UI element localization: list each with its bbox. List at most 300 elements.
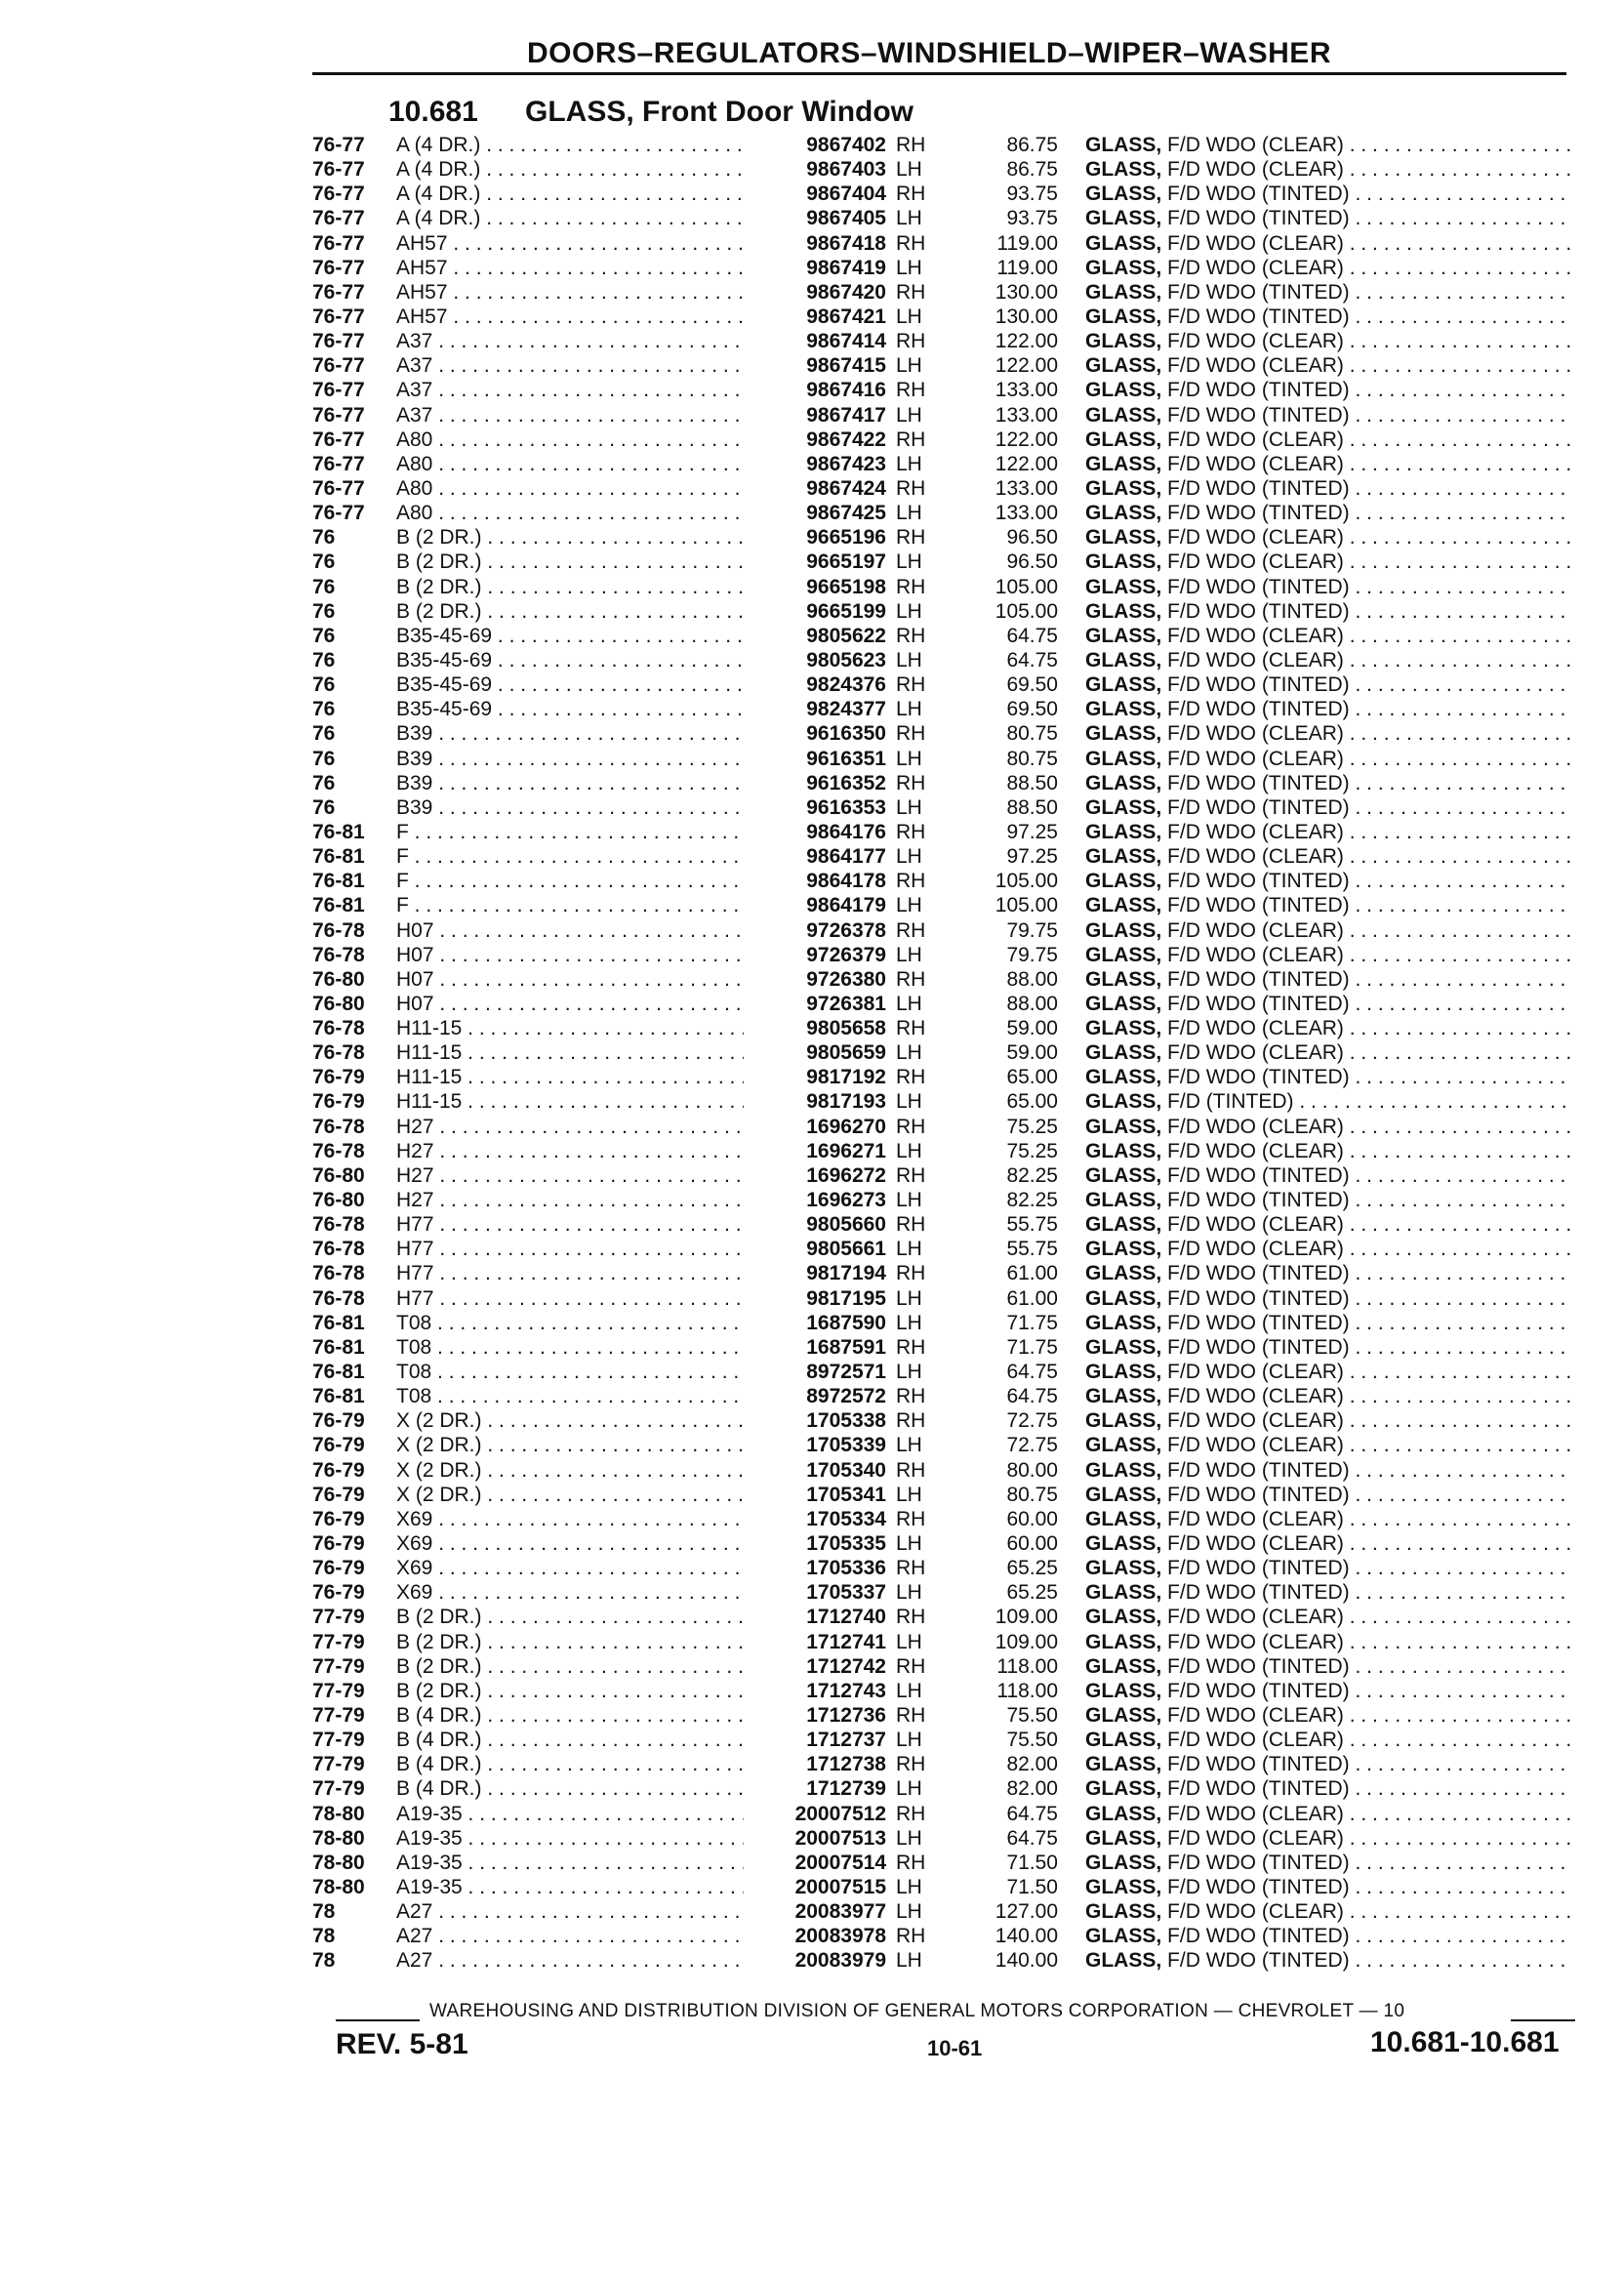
- description-text: F/D WDO (TINTED): [1167, 771, 1350, 794]
- list-item: [0, 893, 1624, 917]
- price-cell: 75.50: [1006, 1704, 1058, 1727]
- description-text: F/D WDO (CLEAR): [1167, 1802, 1344, 1825]
- side-cell: LH: [896, 207, 922, 230]
- year-cell: 76-79: [312, 1066, 365, 1089]
- side-cell: LH: [896, 1483, 922, 1506]
- year-cell: 76-77: [312, 476, 365, 500]
- side-cell: LH: [896, 1041, 922, 1065]
- part-number-cell: 9817195: [806, 1286, 886, 1310]
- description-text: F/D WDO (CLEAR): [1167, 1606, 1344, 1629]
- description-keyword: GLASS,: [1085, 1483, 1162, 1506]
- description-keyword: GLASS,: [1085, 1654, 1162, 1678]
- part-number-cell: 1712743: [806, 1679, 886, 1702]
- year-cell: 77-79: [312, 1630, 365, 1653]
- description-keyword: GLASS,: [1085, 992, 1162, 1015]
- model-cell: A (4 DR.) . . .: [396, 157, 744, 182]
- description-text: F/D WDO (CLEAR): [1167, 1900, 1344, 1924]
- description-keyword: GLASS,: [1085, 526, 1162, 550]
- model-cell: B (2 DR.) . . .: [396, 575, 744, 599]
- year-cell: 76-78: [312, 1041, 365, 1065]
- list-item: [0, 1728, 1624, 1752]
- part-number-cell: 1705338: [806, 1409, 886, 1433]
- description-cell: [1085, 1728, 1573, 1752]
- side-cell: RH: [896, 476, 926, 500]
- description-text: F/D WDO (CLEAR): [1167, 845, 1344, 869]
- part-number-cell: 9805659: [806, 1041, 886, 1065]
- part-number-cell: 1712739: [806, 1777, 886, 1801]
- list-item: [0, 1531, 1624, 1556]
- model-cell: T08 . . .: [396, 1384, 744, 1408]
- part-number-cell: 1705340: [806, 1458, 886, 1482]
- description-cell: [1085, 1679, 1573, 1703]
- description-cell: [1085, 378, 1573, 402]
- title-rule: [312, 72, 1566, 75]
- price-cell: 133.00: [995, 476, 1058, 500]
- year-cell: 76-77: [312, 428, 365, 451]
- page-number: 10-61: [927, 2036, 983, 2060]
- list-item: [0, 967, 1624, 992]
- side-cell: RH: [896, 1606, 926, 1629]
- description-keyword: GLASS,: [1085, 1286, 1162, 1310]
- part-number-cell: 9616350: [806, 722, 886, 746]
- side-cell: LH: [896, 747, 922, 770]
- list-item: [0, 1776, 1624, 1801]
- description-keyword: GLASS,: [1085, 845, 1162, 869]
- price-cell: 80.75: [1006, 722, 1058, 746]
- price-cell: 88.00: [1006, 967, 1058, 991]
- description-keyword: GLASS,: [1085, 1925, 1162, 1948]
- description-keyword: GLASS,: [1085, 1753, 1162, 1776]
- price-cell: 65.25: [1006, 1557, 1058, 1580]
- description-cell: [1085, 1286, 1573, 1311]
- description-keyword: GLASS,: [1085, 550, 1162, 574]
- list-item: [0, 1360, 1624, 1384]
- year-cell: 76-77: [312, 502, 365, 525]
- description-cell: [1085, 353, 1573, 378]
- part-number-cell: 9867422: [806, 428, 886, 451]
- list-item: [0, 820, 1624, 844]
- year-cell: 76-78: [312, 1115, 365, 1138]
- description-cell: [1085, 1875, 1573, 1899]
- model-cell: A (4 DR.) . . .: [396, 206, 744, 230]
- side-cell: RH: [896, 1385, 926, 1408]
- model-cell: X (2 DR.) . . .: [396, 1433, 744, 1457]
- list-item: [0, 869, 1624, 893]
- description-text: F/D WDO (TINTED): [1167, 1654, 1350, 1678]
- part-number-cell: 1705339: [806, 1434, 886, 1457]
- footer-rule-right: [1511, 2019, 1575, 2021]
- description-cell: [1085, 1924, 1573, 1948]
- description-text: F/D WDO (CLEAR): [1167, 943, 1344, 966]
- year-cell: 76-81: [312, 1361, 365, 1384]
- description-keyword: GLASS,: [1085, 280, 1162, 304]
- description-keyword: GLASS,: [1085, 1409, 1162, 1433]
- list-item: [0, 1261, 1624, 1285]
- side-cell: RH: [896, 526, 926, 550]
- description-text: F/D WDO (TINTED): [1167, 1163, 1350, 1187]
- description-text: F/D WDO (TINTED): [1167, 599, 1350, 623]
- part-number-cell: 9864177: [806, 845, 886, 869]
- model-cell: B35-45-69 . . .: [396, 648, 744, 672]
- part-number-cell: 9616352: [806, 771, 886, 794]
- year-cell: 77-79: [312, 1729, 365, 1752]
- description-text: F/D WDO (CLEAR): [1167, 1213, 1344, 1237]
- part-number-cell: 9665197: [806, 550, 886, 574]
- model-cell: X69 . . .: [396, 1556, 744, 1580]
- description-cell: [1085, 1556, 1573, 1580]
- list-item: [0, 1237, 1624, 1261]
- model-cell: B (4 DR.) . . .: [396, 1703, 744, 1728]
- description-cell: [1085, 1040, 1573, 1065]
- model-cell: X (2 DR.) . . .: [396, 1408, 744, 1433]
- price-cell: 82.25: [1006, 1163, 1058, 1187]
- part-number-cell: 9817194: [806, 1262, 886, 1285]
- model-cell: H07 . . .: [396, 943, 744, 967]
- description-cell: [1085, 1483, 1573, 1507]
- description-text: F/D WDO (CLEAR): [1167, 1409, 1344, 1433]
- model-cell: F . . .: [396, 820, 744, 844]
- side-cell: RH: [896, 280, 926, 304]
- part-number-cell: 1687591: [806, 1335, 886, 1359]
- model-cell: H77 . . .: [396, 1237, 744, 1261]
- price-cell: 69.50: [1006, 698, 1058, 721]
- description-text: F/D WDO (CLEAR): [1167, 256, 1344, 279]
- price-cell: 93.75: [1006, 183, 1058, 206]
- list-item: [0, 280, 1624, 305]
- price-cell: 71.75: [1006, 1311, 1058, 1334]
- year-cell: 76-77: [312, 403, 365, 427]
- description-text: F/D WDO (TINTED): [1167, 992, 1350, 1015]
- year-cell: 76-79: [312, 1409, 365, 1433]
- price-cell: 118.00: [996, 1654, 1058, 1678]
- side-cell: LH: [896, 1729, 922, 1752]
- year-cell: 76-81: [312, 1385, 365, 1408]
- description-keyword: GLASS,: [1085, 502, 1162, 525]
- side-cell: RH: [896, 575, 926, 598]
- year-cell: 76: [312, 526, 336, 550]
- list-item: [0, 1040, 1624, 1065]
- model-cell: B39 . . .: [396, 771, 744, 795]
- list-item: [0, 1139, 1624, 1163]
- price-cell: 105.00: [995, 599, 1058, 623]
- list-item: [0, 1384, 1624, 1408]
- list-item: [0, 157, 1624, 182]
- list-item: [0, 1433, 1624, 1457]
- side-cell: LH: [896, 1581, 922, 1605]
- side-cell: RH: [896, 1115, 926, 1138]
- description-text: F/D WDO (TINTED): [1167, 403, 1350, 427]
- description-text: F/D WDO (TINTED): [1167, 476, 1350, 500]
- description-keyword: GLASS,: [1085, 624, 1162, 647]
- list-item: [0, 1065, 1624, 1089]
- description-keyword: GLASS,: [1085, 256, 1162, 279]
- description-text: F/D WDO (TINTED): [1167, 502, 1350, 525]
- part-number-cell: 9867415: [806, 354, 886, 378]
- price-cell: 86.75: [1006, 134, 1058, 156]
- description-keyword: GLASS,: [1085, 1335, 1162, 1359]
- description-keyword: GLASS,: [1085, 1802, 1162, 1825]
- model-cell: A37 . . .: [396, 353, 744, 378]
- price-cell: 64.75: [1006, 1361, 1058, 1384]
- section-title: GLASS, Front Door Window: [525, 96, 914, 128]
- description-keyword: GLASS,: [1085, 943, 1162, 966]
- year-cell: 76-79: [312, 1458, 365, 1482]
- description-text: F/D WDO (CLEAR): [1167, 747, 1344, 770]
- description-cell: [1085, 1188, 1573, 1212]
- part-number-cell: 8972572: [806, 1385, 886, 1408]
- description-cell: [1085, 501, 1573, 525]
- model-cell: X (2 DR.) . . .: [396, 1483, 744, 1507]
- side-cell: RH: [896, 330, 926, 353]
- description-cell: [1085, 624, 1573, 648]
- list-item: [0, 550, 1624, 574]
- part-number-cell: 20007514: [794, 1851, 886, 1874]
- description-cell: [1085, 550, 1573, 574]
- description-text: F/D WDO (TINTED): [1167, 207, 1350, 230]
- model-cell: F . . .: [396, 893, 744, 917]
- description-text: F/D WDO (CLEAR): [1167, 648, 1344, 672]
- description-keyword: GLASS,: [1085, 476, 1162, 500]
- list-item: [0, 1752, 1624, 1776]
- description-keyword: GLASS,: [1085, 870, 1162, 893]
- description-keyword: GLASS,: [1085, 1729, 1162, 1752]
- description-cell: [1085, 305, 1573, 329]
- list-item: [0, 231, 1624, 256]
- year-cell: 76-78: [312, 1238, 365, 1261]
- description-text: F/D WDO (TINTED): [1167, 305, 1350, 328]
- model-cell: T08 . . .: [396, 1311, 744, 1335]
- model-cell: AH57 . . .: [396, 280, 744, 305]
- list-item: [0, 206, 1624, 230]
- side-cell: RH: [896, 624, 926, 647]
- list-item: [0, 1802, 1624, 1826]
- price-cell: 133.00: [995, 403, 1058, 427]
- side-cell: LH: [896, 845, 922, 869]
- list-item: [0, 1507, 1624, 1531]
- year-cell: 76-79: [312, 1532, 365, 1556]
- list-item: [0, 599, 1624, 624]
- part-number-cell: 9867425: [806, 502, 886, 525]
- part-number-cell: 9805623: [806, 648, 886, 672]
- list-item: [0, 525, 1624, 550]
- model-cell: B (2 DR.) . . .: [396, 525, 744, 550]
- description-text: F/D WDO (TINTED): [1167, 1875, 1350, 1898]
- year-cell: 76-79: [312, 1434, 365, 1457]
- price-cell: 80.00: [1006, 1458, 1058, 1482]
- price-cell: 97.25: [1006, 845, 1058, 869]
- year-cell: 76-81: [312, 870, 365, 893]
- description-keyword: GLASS,: [1085, 1826, 1162, 1850]
- year-cell: 76-77: [312, 134, 365, 156]
- side-cell: LH: [896, 795, 922, 819]
- side-cell: RH: [896, 1851, 926, 1874]
- list-item: [0, 428, 1624, 452]
- list-item: [0, 1580, 1624, 1605]
- description-cell: [1085, 1703, 1573, 1728]
- list-item: [0, 133, 1624, 157]
- part-number-cell: 1712741: [806, 1630, 886, 1653]
- price-cell: 64.75: [1006, 648, 1058, 672]
- year-cell: 76-78: [312, 1017, 365, 1040]
- list-item: [0, 943, 1624, 967]
- part-number-cell: 9665196: [806, 526, 886, 550]
- description-text: F/D WDO (TINTED): [1167, 967, 1350, 991]
- year-cell: 76-78: [312, 943, 365, 966]
- description-text: F/D WDO (TINTED): [1167, 870, 1350, 893]
- side-cell: LH: [896, 1900, 922, 1924]
- part-number-cell: 9867420: [806, 280, 886, 304]
- description-cell: [1085, 1948, 1573, 1973]
- description-text: F/D WDO (TINTED): [1167, 673, 1350, 697]
- price-cell: 71.50: [1006, 1851, 1058, 1874]
- part-number-cell: 9867414: [806, 330, 886, 353]
- description-text: F/D WDO (TINTED): [1167, 1557, 1350, 1580]
- price-cell: 65.25: [1006, 1581, 1058, 1605]
- description-text: F/D WDO (TINTED): [1167, 1851, 1350, 1874]
- list-item: [0, 795, 1624, 820]
- part-number-cell: 20083978: [794, 1925, 886, 1948]
- description-text: F/D WDO (CLEAR): [1167, 820, 1344, 843]
- list-item: [0, 1851, 1624, 1875]
- model-cell: H11-15 . . .: [396, 1065, 744, 1089]
- year-cell: 78-80: [312, 1826, 365, 1850]
- description-text: F/D WDO (TINTED): [1167, 280, 1350, 304]
- description-cell: [1085, 476, 1573, 501]
- side-cell: RH: [896, 1507, 926, 1530]
- side-cell: RH: [896, 918, 926, 942]
- model-cell: B (2 DR.) . . .: [396, 1630, 744, 1654]
- description-keyword: GLASS,: [1085, 428, 1162, 451]
- price-cell: 119.00: [996, 256, 1058, 279]
- part-number-cell: 9867404: [806, 183, 886, 206]
- description-text: F/D WDO (TINTED): [1167, 795, 1350, 819]
- list-item: [0, 329, 1624, 353]
- year-cell: 76: [312, 698, 336, 721]
- part-number-cell: 9867418: [806, 231, 886, 255]
- description-keyword: GLASS,: [1085, 207, 1162, 230]
- description-keyword: GLASS,: [1085, 1017, 1162, 1040]
- list-item: [0, 256, 1624, 280]
- footer-rule-left: [336, 2019, 420, 2021]
- description-keyword: GLASS,: [1085, 1777, 1162, 1801]
- model-cell: B39 . . .: [396, 721, 744, 746]
- description-keyword: GLASS,: [1085, 1679, 1162, 1702]
- description-text: F/D WDO (CLEAR): [1167, 1434, 1344, 1457]
- description-cell: [1085, 1899, 1573, 1924]
- model-cell: A37 . . .: [396, 403, 744, 428]
- model-cell: H07 . . .: [396, 918, 744, 943]
- side-cell: LH: [896, 403, 922, 427]
- list-item: [0, 1458, 1624, 1483]
- price-cell: 118.00: [996, 1679, 1058, 1702]
- model-cell: B35-45-69 . . .: [396, 672, 744, 697]
- part-number-cell: 9867416: [806, 379, 886, 402]
- model-cell: B (4 DR.) . . .: [396, 1776, 744, 1801]
- description-cell: [1085, 967, 1573, 992]
- description-text: F/D WDO (TINTED): [1167, 1458, 1350, 1482]
- description-cell: [1085, 182, 1573, 206]
- side-cell: RH: [896, 1262, 926, 1285]
- year-cell: 76-79: [312, 1090, 365, 1114]
- description-text: F/D WDO (TINTED): [1167, 1066, 1350, 1089]
- price-cell: 140.00: [995, 1925, 1058, 1948]
- description-text: F/D WDO (TINTED): [1167, 575, 1350, 598]
- list-item: [0, 1408, 1624, 1433]
- description-text: F/D WDO (CLEAR): [1167, 1532, 1344, 1556]
- year-cell: 76-78: [312, 918, 365, 942]
- side-cell: RH: [896, 1458, 926, 1482]
- year-cell: 76-78: [312, 1139, 365, 1162]
- description-text: F/D (TINTED): [1167, 1090, 1294, 1114]
- description-text: F/D WDO (TINTED): [1167, 1777, 1350, 1801]
- side-cell: LH: [896, 305, 922, 328]
- description-keyword: GLASS,: [1085, 820, 1162, 843]
- part-number-cell: 1696271: [806, 1139, 886, 1162]
- description-text: F/D WDO (TINTED): [1167, 1483, 1350, 1506]
- model-cell: A (4 DR.) . . .: [396, 182, 744, 206]
- description-keyword: GLASS,: [1085, 1238, 1162, 1261]
- price-cell: 122.00: [995, 330, 1058, 353]
- list-item: [0, 575, 1624, 599]
- price-cell: 122.00: [995, 354, 1058, 378]
- description-keyword: GLASS,: [1085, 1385, 1162, 1408]
- price-cell: 97.25: [1006, 820, 1058, 843]
- description-keyword: GLASS,: [1085, 158, 1162, 182]
- description-keyword: GLASS,: [1085, 330, 1162, 353]
- description-cell: [1085, 1335, 1573, 1360]
- description-keyword: GLASS,: [1085, 1361, 1162, 1384]
- model-cell: F . . .: [396, 844, 744, 869]
- part-number-cell: 9805658: [806, 1017, 886, 1040]
- side-cell: RH: [896, 1704, 926, 1727]
- model-cell: A37 . . .: [396, 329, 744, 353]
- description-cell: [1085, 1360, 1573, 1384]
- description-text: F/D WDO (TINTED): [1167, 1286, 1350, 1310]
- model-cell: AH57 . . .: [396, 305, 744, 329]
- list-item: [0, 1115, 1624, 1139]
- description-text: F/D WDO (TINTED): [1167, 894, 1350, 917]
- part-number-cell: 9805622: [806, 624, 886, 647]
- year-cell: 76-77: [312, 305, 365, 328]
- year-cell: 76-80: [312, 1189, 365, 1212]
- year-cell: 76-77: [312, 280, 365, 304]
- description-text: F/D WDO (CLEAR): [1167, 134, 1344, 156]
- year-cell: 76-79: [312, 1483, 365, 1506]
- model-cell: H27 . . .: [396, 1188, 744, 1212]
- list-item: [0, 1875, 1624, 1899]
- list-item: [0, 1948, 1624, 1973]
- price-cell: 55.75: [1006, 1213, 1058, 1237]
- description-text: F/D WDO (TINTED): [1167, 1753, 1350, 1776]
- year-cell: 76-81: [312, 820, 365, 843]
- description-text: F/D WDO (CLEAR): [1167, 1507, 1344, 1530]
- description-keyword: GLASS,: [1085, 452, 1162, 475]
- price-cell: 133.00: [995, 379, 1058, 402]
- description-keyword: GLASS,: [1085, 648, 1162, 672]
- price-cell: 79.75: [1006, 918, 1058, 942]
- year-cell: 76: [312, 795, 336, 819]
- part-number-cell: 1705334: [806, 1507, 886, 1530]
- year-cell: 76: [312, 599, 336, 623]
- side-cell: RH: [896, 1017, 926, 1040]
- description-cell: [1085, 329, 1573, 353]
- section-range: 10.681-10.681: [1370, 2026, 1560, 2058]
- price-cell: 59.00: [1006, 1017, 1058, 1040]
- list-item: [0, 1924, 1624, 1948]
- year-cell: 76-78: [312, 1262, 365, 1285]
- description-cell: [1085, 231, 1573, 256]
- year-cell: 76: [312, 624, 336, 647]
